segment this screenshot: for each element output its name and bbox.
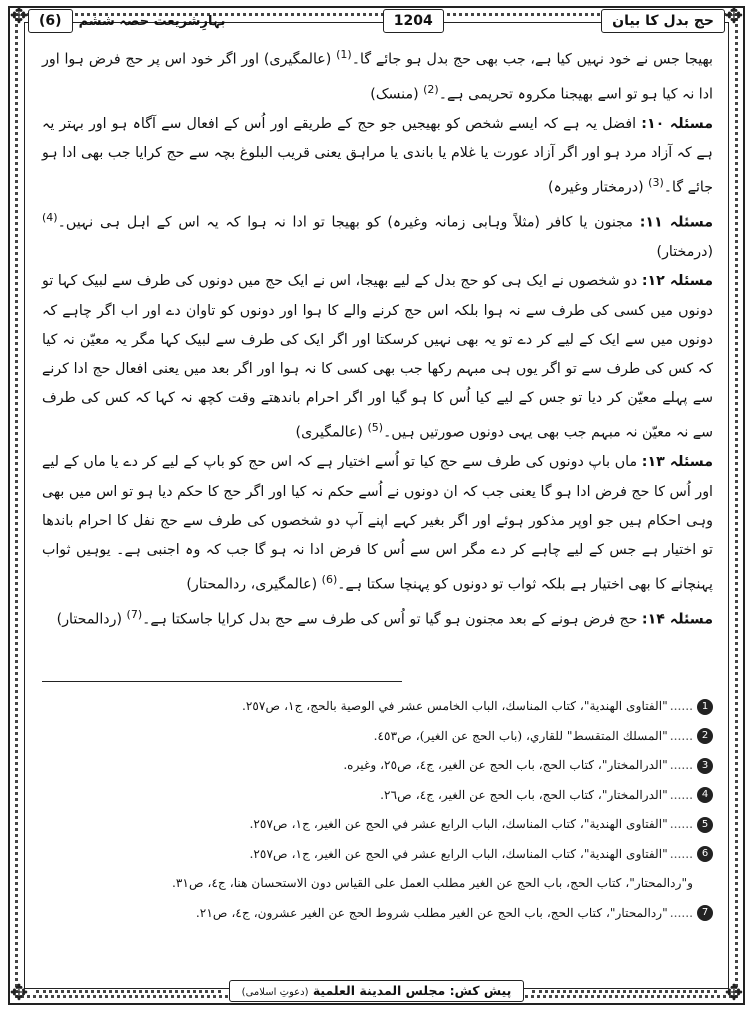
footnote-item	[42, 899, 713, 929]
footnote-number: 1	[697, 699, 713, 715]
footnote-ref[interactable]: (7)	[126, 608, 143, 622]
footnote-item	[42, 810, 713, 840]
footnote-text: "الفتاوى الهندية"، كتاب المناسك، الباب الرابع عشر في الحج عن الغير، ج١، ص٢٥٧.	[249, 817, 668, 831]
footnote-ref[interactable]: (3)	[648, 176, 664, 190]
masala-text: ماں باپ دونوں کی طرف سے حج کیا تو اُسے اختیار ہے کہ اس حج کو باپ کے لیے کر دے یا ماں کے لیے اور اُس کا حج فرض ادا ہو گا یعنی جب کہ ان دونوں نے اُسے حکم نہ کیا اور اگر حج کا حکم دیا ہو تو اس میں بھی وہی احکام ہیں جو اوپر مذکور ہوئے اور اگر بغیر کہے اپنے آپ دو شخصوں کی طرف سے حج نفل کا احرام باندھا تو اختیار ہے جس کے لیے چاہے کر دے مگر اس سے اُس کا فرض ادا نہ ہو گا جب کہ وہ اجنبی ہے۔ یوہیں ثواب پہنچانے کا بھی اختیار ہے بلکہ ثواب تو دونوں کو پہنچا سکتا ہے۔	[42, 454, 713, 593]
page-number: 1204	[383, 9, 444, 33]
footnote-number: 3	[697, 758, 713, 774]
paragraph-text: بھیجا جس نے خود نہیں کیا ہے، جب بھی حج بدل ہو جائے گا۔	[351, 51, 713, 68]
footnote-leader: ......	[669, 728, 693, 743]
footnote-text: "الدرالمختار"، كتاب الحج، باب الحج عن الغير، ج٤، ص٢٥، وغيره.	[343, 758, 668, 772]
footer-dotted-line	[36, 990, 221, 993]
masala-10	[42, 110, 713, 203]
footnote-ref[interactable]: (5)	[367, 421, 384, 435]
footnote-leader: ......	[669, 905, 693, 920]
paragraph-continuation	[42, 40, 713, 110]
paragraph-text: (عالمگیری) اور اگر خود اس پر حج فرض ہوا اور ادا نہ کیا ہو تو اسے بھیجنا مکروہ تحریمی ہے۔	[42, 51, 713, 103]
footnote-text: و"ردالمحتار"، كتاب الحج، باب الحج عن الغير مطلب العمل على القياس دون الاستحسان هنا، ج٤، ص٣١.	[171, 876, 693, 890]
source-citation: (درمختار وغیرہ)	[547, 180, 644, 197]
source-citation: (عالمگیری، ردالمحتار)	[186, 576, 318, 593]
footnotes	[42, 692, 713, 928]
masala-text: حج فرض ہونے کے بعد مجنون ہو گیا تو اُس کی طرف سے حج بدل کرایا جاسکتا ہے۔	[142, 611, 638, 628]
source-citation: (منسک)	[370, 86, 419, 103]
footnote-text: "ردالمحتار"، كتاب الحج، باب الحج عن الغير مطلب شروط الحج عن الغير عشرون، ج٤، ص٢١.	[195, 905, 668, 920]
footnote-ref[interactable]: (6)	[321, 573, 338, 587]
source-citation: (درمختار)	[656, 244, 713, 261]
masala-13	[42, 448, 713, 600]
footnote-leader: ......	[669, 699, 693, 713]
footnote-text: "المسلك المتقسط" للقاري، (باب الحج عن الغير)، ص٤٥٣.	[373, 728, 668, 743]
masala-text: افضل یہ ہے کہ ایسے شخص کو بھیجیں جو حج کے طریقے اور اُس کے افعال سے آگاہ ہو اور بہتر یہ ہے کہ آزاد مرد ہو اور اگر آزاد عورت یا غلام یا باندی یا مراہق یعنی قریب البلوغ بچہ سے حج کرایا جب بھی ادا ہو جائے گا۔	[42, 115, 713, 197]
footnote-number: 4	[697, 787, 713, 803]
source-citation: (عالمگیری)	[295, 425, 363, 442]
masala-14	[42, 600, 713, 635]
footnote-item	[42, 722, 713, 752]
masala-11	[42, 203, 713, 267]
footnote-item	[42, 751, 713, 781]
page-footer	[28, 979, 725, 1003]
publisher-org: (دعوتِ اسلامی)	[241, 987, 309, 998]
part-number: (6)	[28, 9, 73, 33]
footnote-ref[interactable]: (4)	[42, 211, 58, 225]
footnote-text: "الفتاوی الهندية"، كتاب المناسك، الباب الخامس عشر في الوصية بالحج، ج١، ص٢٥٧.	[241, 699, 668, 713]
footnote-number: 2	[697, 728, 713, 744]
corner-ornament-icon: ✥	[724, 4, 744, 29]
masala-label: مسئلہ ۱۲:	[641, 273, 713, 290]
source-citation: (ردالمحتار)	[56, 611, 122, 628]
publisher-name: مجلس المدينة العلمية	[312, 983, 446, 998]
footnote-number: 5	[697, 817, 713, 833]
chapter-title: حج بدل کا بیان	[601, 9, 725, 33]
masala-label: مسئلہ ۱۱:	[639, 214, 713, 231]
masala-label: مسئلہ ۱۰:	[641, 115, 714, 132]
footnote-item	[42, 869, 713, 899]
main-text	[42, 40, 713, 635]
masala-label: مسئلہ ۱۳:	[641, 454, 713, 471]
footnote-leader: ......	[669, 846, 693, 861]
masala-12	[42, 267, 713, 448]
masala-text: مجنون یا کافر (مثلاً وہابی زمانہ وغیرہ) کو بھیجا تو ادا نہ ہوا کہ یہ اس کے اہل ہی نہیں۔	[57, 214, 633, 231]
footnote-number: 7	[697, 905, 713, 921]
footnote-divider	[42, 681, 402, 682]
publisher-box	[229, 980, 525, 1002]
footnote-text: "الدرالمختار"، كتاب الحج، باب الحج عن الغير، ج٤، ص٢٦.	[380, 787, 668, 802]
footnote-ref[interactable]: (2)	[423, 82, 439, 96]
corner-ornament-icon: ✥	[724, 981, 744, 1006]
masala-text: دو شخصوں نے ایک ہی کو حج بدل کے لیے بھیجا، اس نے ایک حج میں دونوں کی طرف سے لبیک کہا تو دونوں میں کسی کی طرف سے نہ ہوا بلکہ اس حج کرنے والے کا ہوا اور دونوں کو تاوان دے اور اب اگر چاہے کہ دونوں میں سے ایک کے لیے کر دے تو یہ بھی نہیں کرسکتا اور اگر ایک کی طرف سے لبیک کہا مگر یہ معیّن نہ کیا کہ کس کی طرف سے تو اگر یوں ہی مبہم رکھا جب بھی کسی کا نہ ہوا اور اگر بعد میں یعنی افعال حج ادا کرنے سے پہلے معیّن کر دیا تو جس کے لیے کیا اُس کا ہو گیا اور اگر احرام باندھتے وقت کچھ نہ کہا کہ کس کی طرف سے نہ معیّن نہ مبہم جب بھی یہی دونوں صورتیں ہیں۔	[42, 273, 713, 442]
footnote-item	[42, 692, 713, 722]
book-title-group	[28, 9, 225, 33]
footnote-number: 6	[697, 846, 713, 862]
footnote-item	[42, 840, 713, 870]
footnote-leader: ......	[669, 787, 693, 802]
footnote-ref[interactable]: (1)	[336, 48, 352, 61]
masala-label: مسئلہ ۱۴:	[641, 611, 713, 628]
page-header	[28, 8, 725, 34]
footnote-leader: ......	[669, 758, 693, 772]
footnote-leader: ......	[669, 817, 693, 831]
corner-ornament-icon: ✥	[9, 4, 29, 29]
book-title: بہارِشریعت حصہ ششم	[78, 13, 226, 29]
footnote-text: "الفتاوى الهندية"، كتاب المناسك، الباب الرابع عشر في الحج عن الغير، ج١، ص٢٥٧.	[249, 846, 668, 861]
publisher-prefix: پیش کش:	[449, 983, 512, 998]
footer-dotted-line	[532, 990, 717, 993]
footnote-item	[42, 781, 713, 811]
corner-ornament-icon: ✥	[9, 981, 29, 1006]
